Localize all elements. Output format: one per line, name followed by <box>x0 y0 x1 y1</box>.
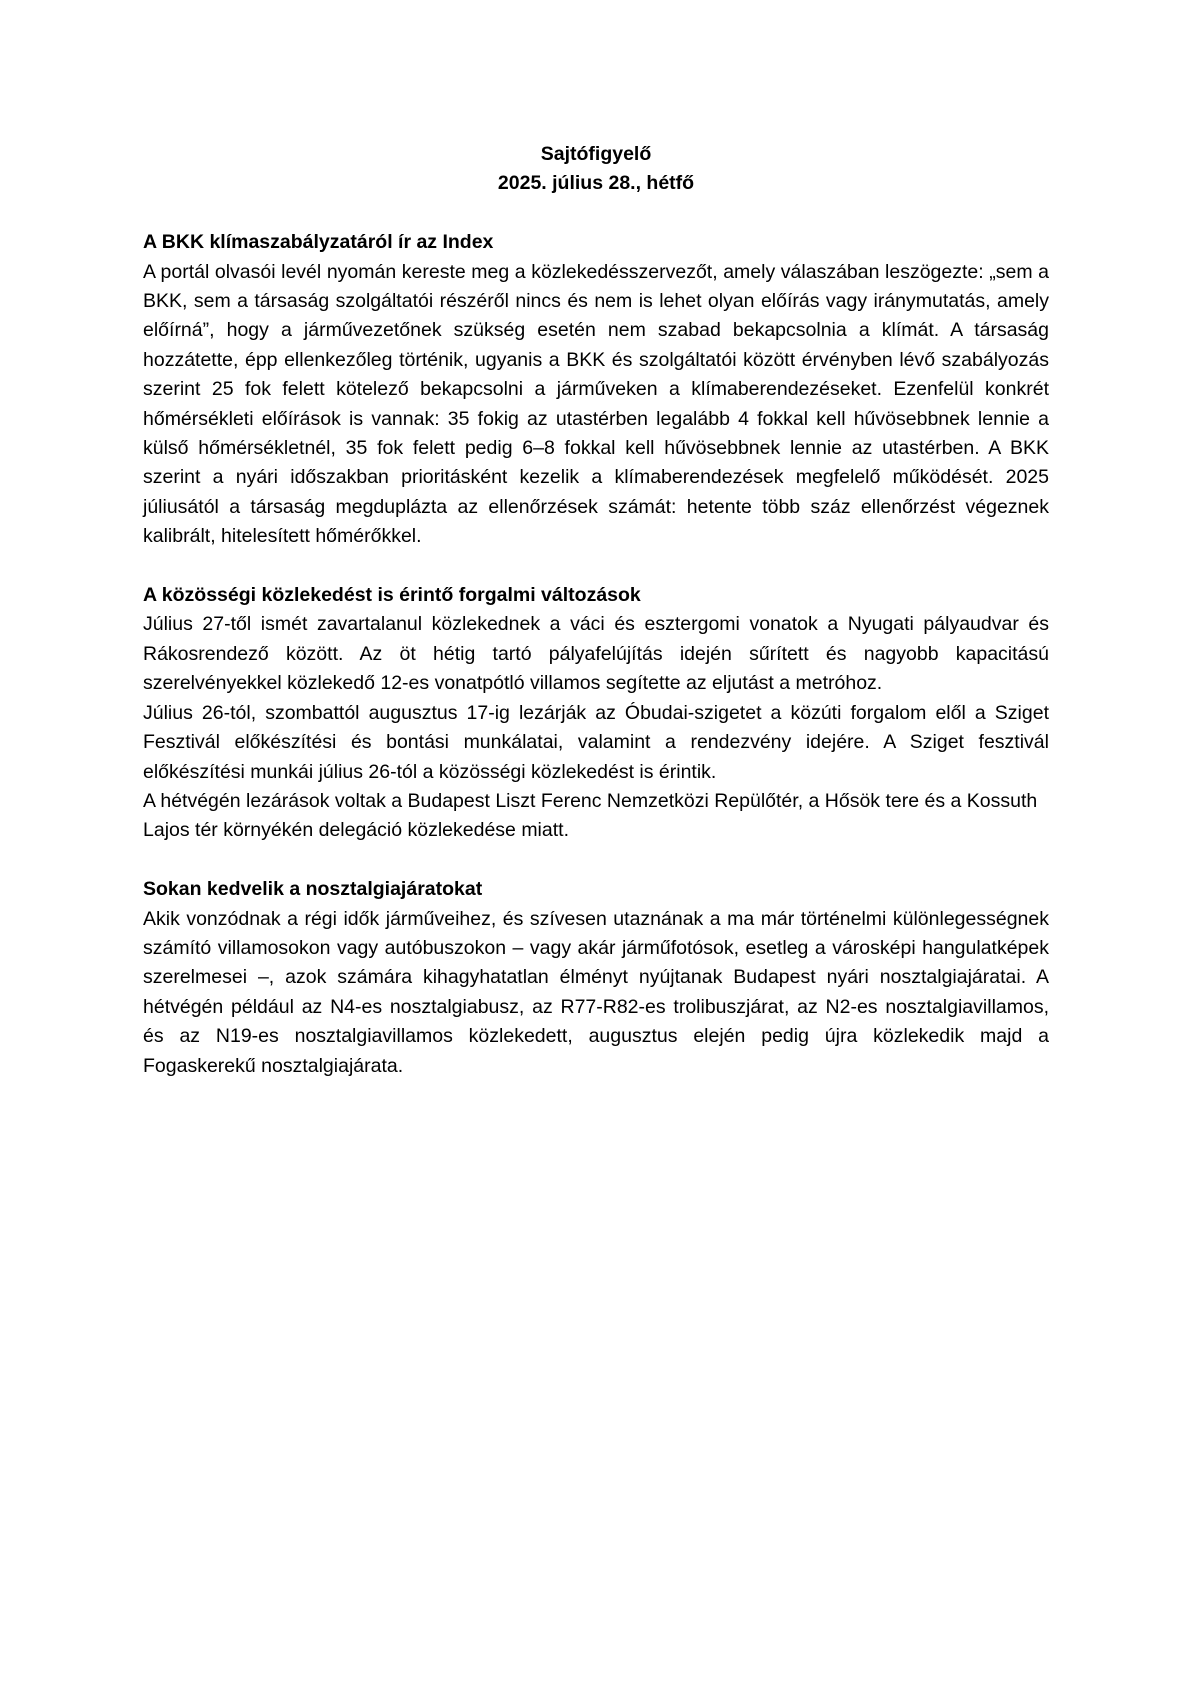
section-heading: Sokan kedvelik a nosztalgiajáratokat <box>143 878 483 901</box>
document-body <box>143 140 1049 1081</box>
section-paragraph: A hétvégén lezárások voltak a Budapest Liszt Ferenc Nemzetközi Repülőtér, a Hősök tere és a Kossuth Lajos tér környékén delegáció közlekedése miatt. <box>143 789 1038 842</box>
section-paragraph: Akik vonzódnak a régi idők járműveihez, és szívesen utaznának a ma már történelmi különlegességnek számító villamosokon vagy autóbuszokon – vagy akár járműfotósok, esetleg a városképi hangulatképek szerelmesei –, azok számára kihagyhatatlan élményt nyújtanak Budapest nyári nosztalgiajáratai. A hétvégén például az N4-es nosztalgiabusz, az R77-R82-es trolibuszjárat, az N2-es nosztalgiavillamos, és az N19-es nosztalgiavillamos közlekedett, augusztus elején pedig újra közlekedik majd a Fogaskerekű nosztalgiajárata. <box>143 907 1049 1077</box>
document-date: 2025. július 28., hétfő <box>497 172 695 195</box>
section-paragraph: Július 27-től ismét zavartalanul közlekednek a váci és esztergomi vonatok a Nyugati pályaudvar és Rákosrendező között. Az öt hétig tartó pályafelújítás idején sűrített és nagyobb kapacitású szerelvényekkel közlekedő 12-es vonatpótló villamos segítette az eljutást a metróhoz. <box>143 613 1049 695</box>
spacer <box>143 552 1049 581</box>
section-paragraph: Július 26-tól, szombattól augusztus 17-ig lezárják az Óbudai-szigetet a közúti forgalom elől a Sziget Fesztivál előkészítési és bontási munkálatai, valamint a rendezvény idejére. A Sziget fesztivál előkészítési munkái július 26-tól a közösségi közlekedést is érintik. <box>143 701 1049 783</box>
section-heading: A közösségi közlekedést is érintő forgalmi változások <box>143 584 641 607</box>
section-nostalgia-lines <box>143 875 1049 1081</box>
spacer <box>143 199 1049 228</box>
spacer <box>143 846 1049 875</box>
section-paragraph: A portál olvasói levél nyomán kereste meg a közlekedésszervezőt, amely válaszában leszögezte: „sem a BKK, sem a társaság szolgáltatói részéről nincs és nem is lehet olyan előírás vagy iránymutatás, amely előírná”, hogy a járművezetőnek szükség esetén nem szabad bekapcsolnia a klímát. A társaság hozzátette, épp ellenkezőleg történik, ugyanis a BKK és szolgáltatói között érvényben lévő szabályozás szerint 25 fok felett kötelező bekapcsolni a járműveken a klímaberendezéseket. Ezenfelül konkrét hőmérsékleti előírások is vannak: 35 fokig az utastérben legalább 4 fokkal kell hűvösebbnek lennie a külső hőmérsékletnél, 35 fok felett pedig 6–8 fokkal kell hűvösebbnek lennie az utastérben. A BKK szerint a nyári időszakban prioritásként kezelik a klímaberendezések megfelelő működését. 2025 júliusától a társaság megduplázta az ellenőrzések számát: hetente több száz ellenőrzést végeznek kalibrált, hitelesített hőmérőkkel. <box>143 260 1049 548</box>
section-traffic-changes <box>143 581 1049 846</box>
section-heading: A BKK klímaszabályzatáról ír az Index <box>143 231 494 254</box>
document-title: Sajtófigyelő <box>540 143 652 165</box>
section-bkk-climate <box>143 228 1049 551</box>
